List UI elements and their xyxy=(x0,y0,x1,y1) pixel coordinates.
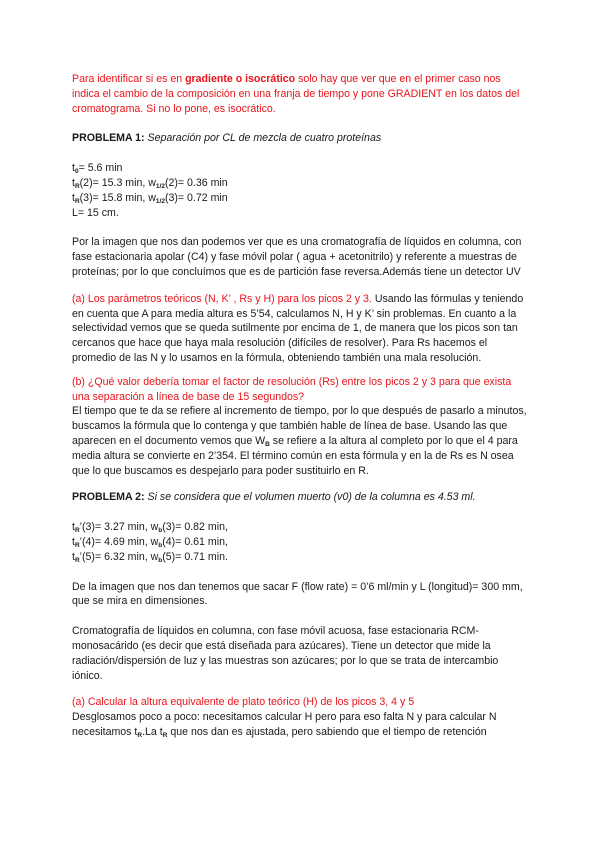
intro-bold-term: gradiente o isocrático xyxy=(185,73,296,85)
data-line-t0: $t_0= 5.6$ min xyxy=(72,162,123,176)
intro-paragraph: Para identificar si es en gradiente o isocrático solo hay que ver que en el primer caso nos indica el cambio de la composición en una franja de tiempo y pone GRADIENT en los datos del cromatograma. Si no lo pone, es isocrático. xyxy=(72,73,520,115)
data-line-tr2: $t_R(2)= 15.3$ min, $w_{1/2}(2)= 0.36$ min xyxy=(72,176,228,190)
question-b-label: (b) ¿Qué valor debería tomar el factor de resolución (Rs) entre los picos 2 y 3 para que exista una separación a línea de base de 15 segundos? xyxy=(72,375,512,403)
question-a-label: (a) Los parámetros teóricos (N, K’ , Rs y H) para los picos 2 y 3. xyxy=(72,292,372,305)
document-page xyxy=(72,72,528,740)
problem-1-data xyxy=(72,161,528,220)
data-line-tr5-p2: $t_R’(5)= 6.32$ min, $w_b(5)= 0.71$ min. xyxy=(72,550,228,564)
problem-2-paragraph-1: De la imagen que nos dan tenemos que sacar F (flow rate) = 0’6 ml/min y L (longitud)= 300 mm, que se mira en dimensiones. xyxy=(72,580,523,608)
problem-2-paragraph-2: Cromatografía de líquidos en columna, con fase móvil acuosa, fase estacionaria RCM-monosacárido (es decir que está diseñada para azúcares). Tiene un detector que mide la radiación/dispersión de luz y las muestras son azúcares; por lo que se trata de intercambio iónico. xyxy=(72,625,499,682)
data-line-tr3-p2: $t_R’(3)= 3.27$ min, $w_b(3)= 0.82$ min, xyxy=(72,521,228,535)
problem-2-part-a-answer: Desglosamos poco a poco: necesitamos calcular H pero para eso falta N y para calcular N necesitamos $t_R.La$ $t_R$ que nos dan es ajustada, pero sabiendo que el tiempo de retención xyxy=(72,711,497,739)
problem-2-heading: PROBLEMA 2: Si se considera que el volumen muerto (v0) de la columna es 4.53 ml. xyxy=(72,491,476,504)
problem-1-part-a: (a) Los parámetros teóricos (N, K’ , Rs y H) para los picos 2 y 3. Usando las fórmulas y teniendo en cuenta que A para media altura es 5’54, calculamos N, H y K’ sin problemas. En cuanto a la selectividad vemos que se queda sutilmente por encima de 1, de manera que los picos son tan cercanos que hace que haya mala resolución (difíciles de resolver). Para Rs hacemos el promedio de las N y lo usamos en la fórmula, obteniendo también una mala resolución. xyxy=(72,292,524,364)
problem-2-data xyxy=(72,520,528,564)
problem-1-part-b-answer: El tiempo que te da se refiere al incremento de tiempo, por lo que después de pasarlo a minutos, buscamos la fórmula que lo contenga y que también hable de línea de base. Usando las que aparecen en el documento vemos que $W_B$ se refiere a la altura al completo por lo que el 4 para media altura se convierte en 2’354. El término común en esta fórmula y en la de Rs es N osea que lo que buscamos es despejarlo para poder sustituirlo en R. xyxy=(72,405,527,477)
problem-1-heading: PROBLEMA 1: Separación por CL de mezcla de cuatro proteínas xyxy=(72,132,382,145)
data-line-tr3: $t_R(3)= 15.8$ min, $w_{1/2}(3)= 0.72$ min xyxy=(72,191,228,205)
problem-1-paragraph: Por la imagen que nos dan podemos ver que es una cromatografía de líquidos en columna, con fase estacionaria apolar (C4) y fase móvil polar ( agua + acetonitrilo) y referente a muestras de proteínas; por lo que concluímos que es de partición fase reversa.Además tiene un detector UV xyxy=(72,236,522,278)
problem-2-question-a-label: (a) Calcular la altura equivalente de plato teórico (H) de los picos 3, 4 y 5 xyxy=(72,696,415,709)
data-line-tr4-p2: $t_R’(4)= 4.69$ min, $w_b(4)= 0.61$ min, xyxy=(72,535,228,549)
data-line-length: L= 15 cm. xyxy=(72,206,119,219)
